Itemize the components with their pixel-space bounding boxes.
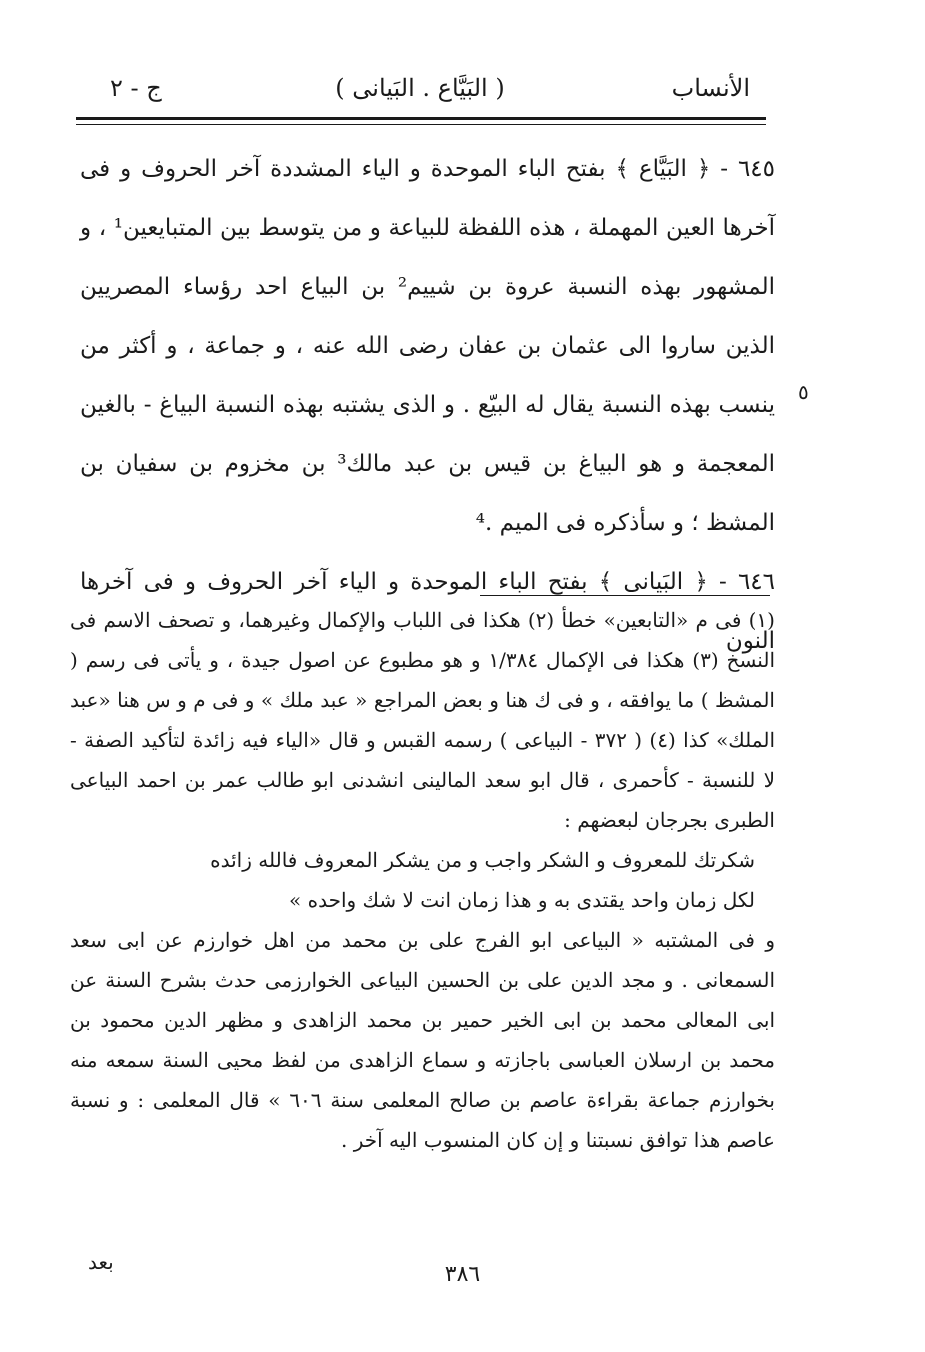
footnotes [70, 600, 775, 1160]
running-title: الأنساب [671, 74, 750, 102]
page-number: ٣٨٦ [444, 1262, 481, 1287]
section-title: ( البَيَّاع . البَيانى ) [335, 74, 505, 102]
footnote-paragraph: (١) فى م «التابعين» خطأ (٢) هكذا فى اللباب والإكمال وغيرهما، و تصحف الاسم فى النسخ (٣) هكذا فى الإكمال ١/٣٨٤ و هو مطبوع عن اصول جيدة ، و يأتى فى رسم ( المشظ ) ما يوافقه ، و فى ك هنا و بعض المراجع « عبد ملك » و فى م و س هنا «عبد الملك» كذا (٤) ( ٣٧٢ - البياعى ) رسمه القبس و قال «الياء فيه زائدة لتأكيد الصفة - لا للنسبة - كأحمرى ، قال ابو سعد المالينى انشدنى ابو طالب عمر بن احمد البياعى الطبرى بجرجان لبعضهم : [70, 608, 775, 832]
entry-645: ٦٤٥ - ﴿ البَيَّاع ﴾ بفتح الباء الموحدة و الياء المشددة آخر الحروف و فى آخرها العين المهملة ، هذه اللفظة للبياعة و من يتوسط بين المتبايعين¹ ، و المشهور بهذه النسبة عروة بن شييم² بن البياع احد رؤساء المصريين الذين ساروا الى عثمان بن عفان رضى الله عنه ، و جماعة ، و أكثر من ينسب بهذه النسبة يقال له البيّع . و الذى يشتبه بهذه النسبة البياغ - بالغين المعجمة و هو البياغ بن قيس بن عبد مالك³ بن مخزوم بن سفيان بن المشظ ؛ و سأذكره فى الميم .⁴ [80, 156, 775, 536]
volume-label: ج - ٢ [110, 74, 162, 102]
entry-646: ٦٤٦ - ﴿ البَيانى ﴾ بفتح الباء الموحدة و الياء آخر الحروف و فى آخرها النون [80, 569, 775, 654]
header-rule-thick [76, 117, 766, 120]
verse-line: لكل زمان واحد يقتدى به و هذا زمان انت لا شك واحده » [289, 888, 755, 912]
footnote-paragraph: و فى المشتبه « البياعى ابو الفرج على بن محمد من اهل خوارزم عن ابى سعد السمعانى . و مجد الدين على بن الحسين البياعى الخوارزمى حدث بشرح السنة عن ابى المعالى محمد بن ابى الخير حمير بن محمد الزاهدى و مظهر الدين محمود بن محمد بن ارسلان العباسى باجازته و سماع الزاهدى من لفظ محيى السنة سمعه منه بخوارزم جماعة بقراءة عاصم بن صالح المعلمى سنة ٦٠٦ » قال المعلمى : و نسبة عاصم هذا توافق نسبتنا و إن كان المنسوب اليه آخر . [70, 928, 776, 1152]
verse-line: شكرتك للمعروف و الشكر واجب و من يشكر المعروف فالله زائده [210, 848, 755, 872]
line-number-marker: ٥ [798, 380, 809, 404]
header-rule-thin [76, 124, 766, 125]
page-header [80, 68, 760, 108]
main-text [80, 140, 775, 671]
footnote-separator [480, 595, 770, 596]
catchword: بعد [88, 1250, 114, 1274]
